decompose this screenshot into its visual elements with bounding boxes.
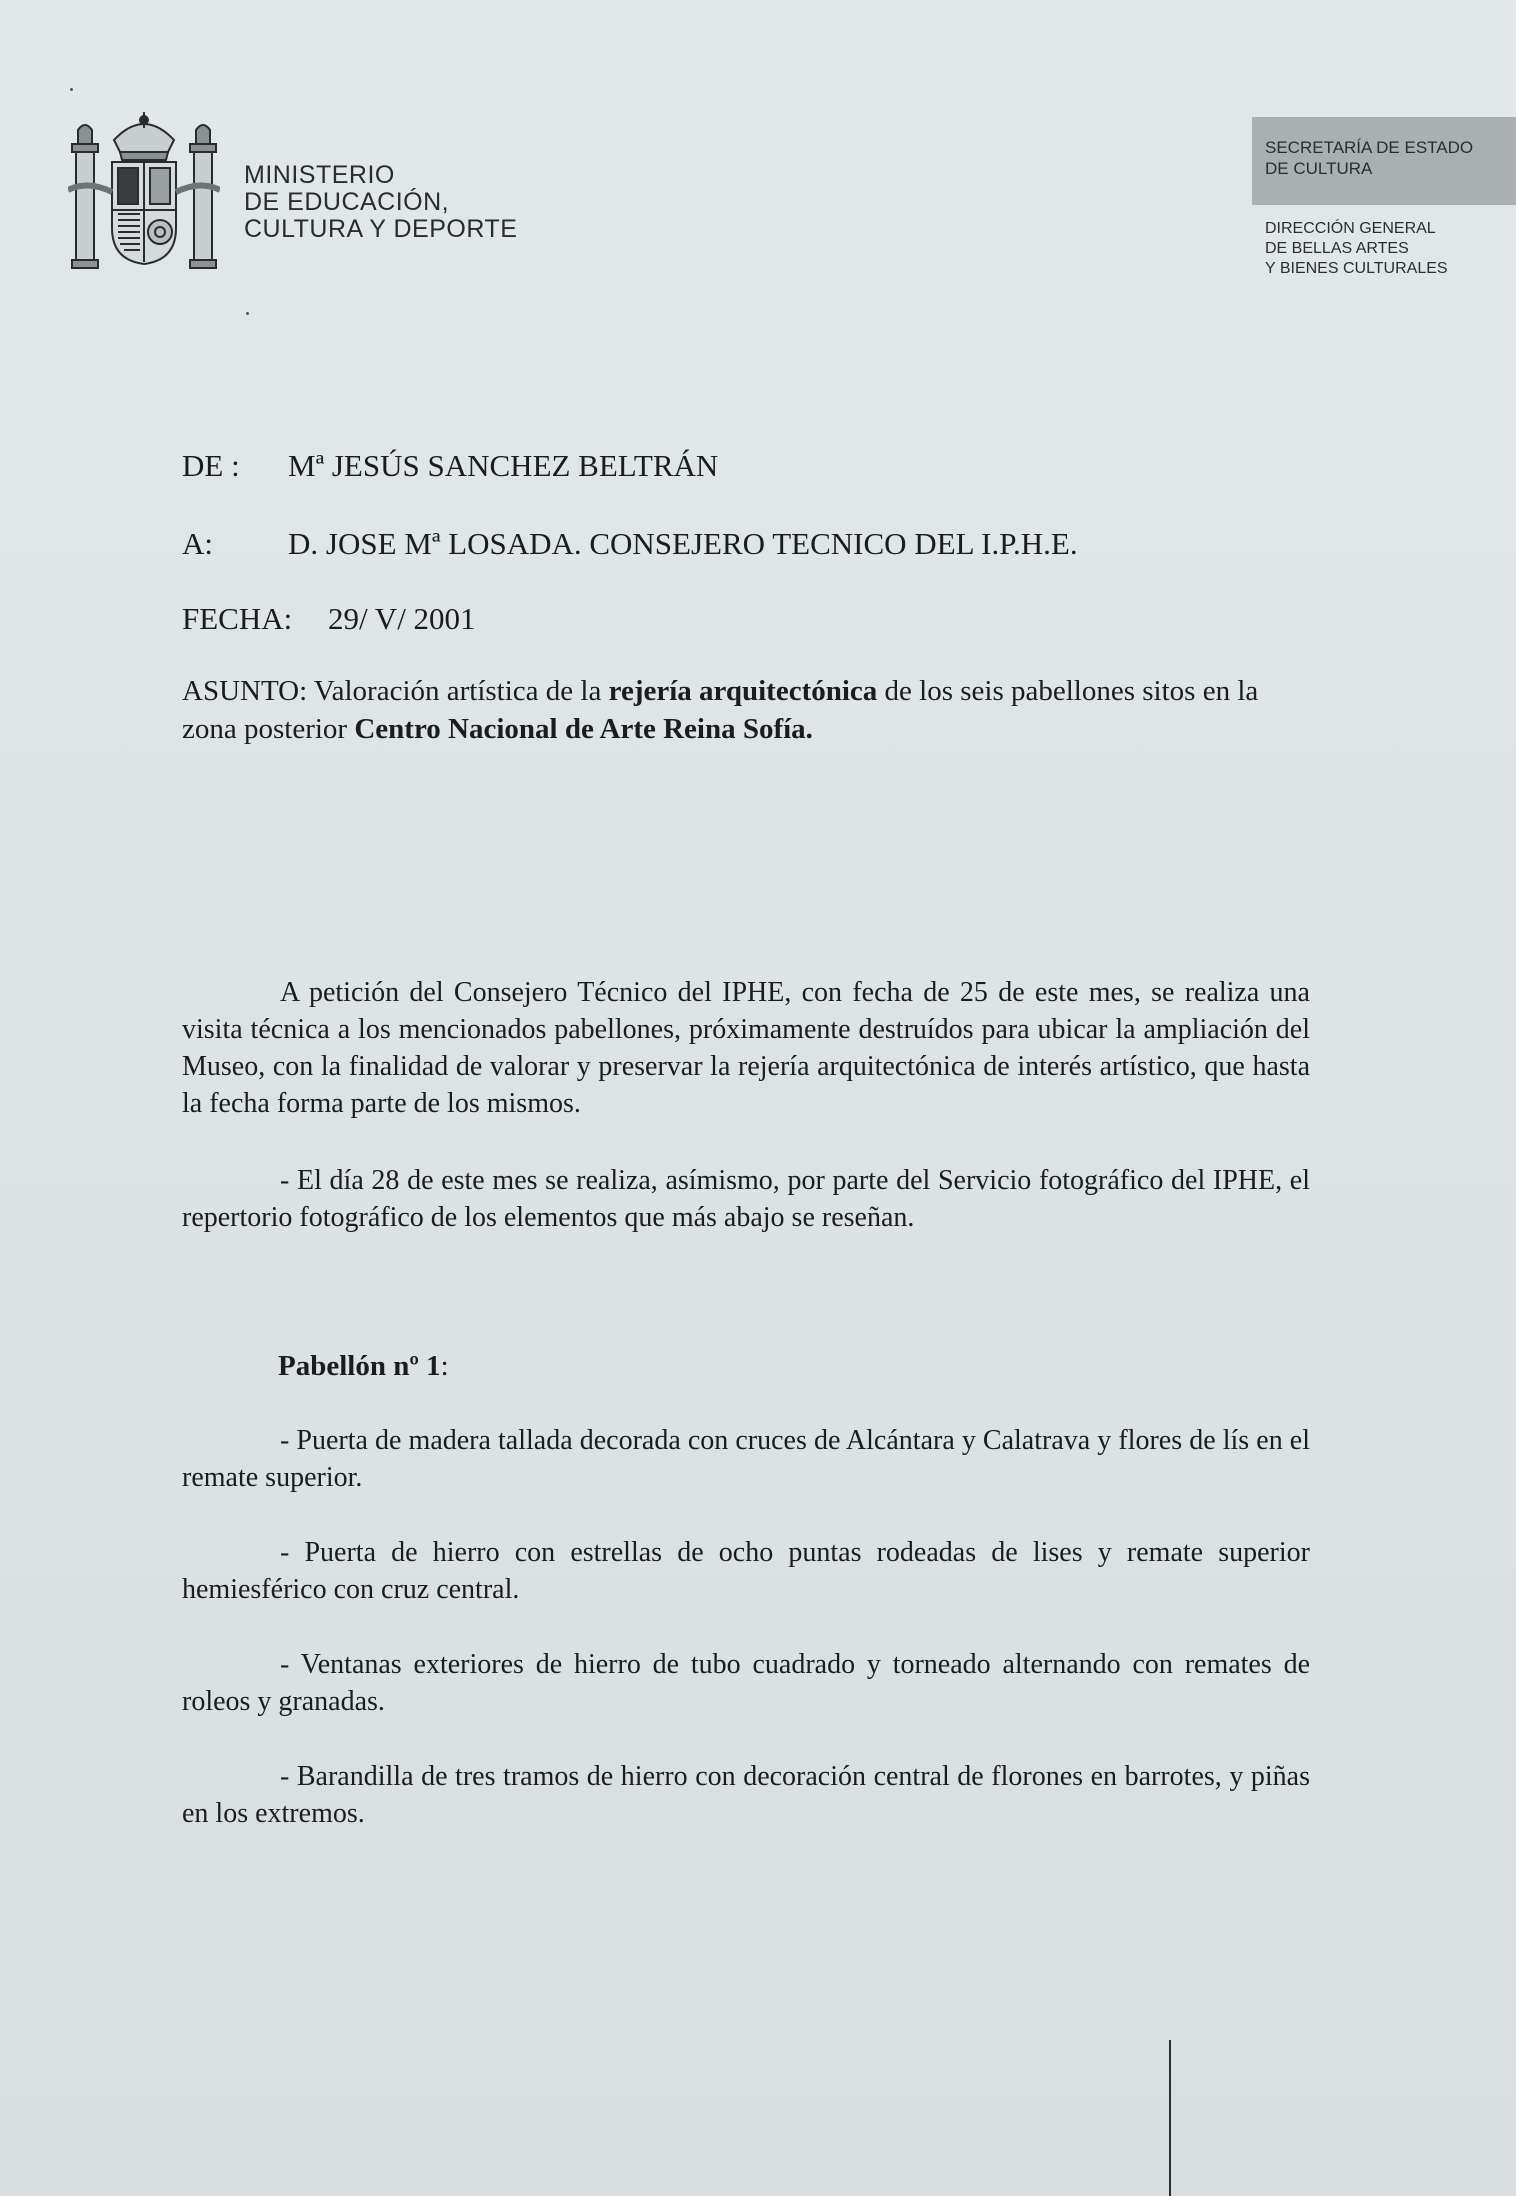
a-label: A: xyxy=(182,526,213,561)
ministry-name xyxy=(244,162,517,243)
asunto-bold-2: Centro Nacional de Arte Reina Sofía. xyxy=(354,713,813,745)
secretaria-line-1: SECRETARÍA DE ESTADO xyxy=(1265,138,1474,157)
direccion-line-2: DE BELLAS ARTES xyxy=(1265,240,1409,257)
asunto-label: ASUNTO: xyxy=(182,675,308,707)
section-heading xyxy=(278,1350,449,1383)
speck xyxy=(70,88,73,91)
a-value: D. JOSE Mª LOSADA. CONSEJERO TECNICO DEL I.P.H.E. xyxy=(288,526,1078,561)
list-item: - Barandilla de tres tramos de hierro con decoración central de florones en barrotes, y piñas en los extremos. xyxy=(182,1761,1310,1829)
list-item: - Puerta de hierro con estrellas de ocho puntas rodeadas de lises y remate superior hemiesférico con cruz central. xyxy=(182,1537,1310,1605)
secretaria-label xyxy=(1265,137,1473,179)
vertical-line xyxy=(1169,2040,1171,2196)
list-item: - Puerta de madera tallada decorada con cruces de Alcántara y Calatrava y flores de lís en el remate superior. xyxy=(182,1425,1310,1493)
coat-of-arms-icon xyxy=(68,110,220,270)
secretaria-line-2: DE CULTURA xyxy=(1265,159,1373,178)
paragraph-1-text: A petición del Consejero Técnico del IPHE, con fecha de 25 de este mes, se realiza una visita técnica a los mencionados pabellones, próximamente destruídos para ubicar la ampliación del Museo, con la finalidad de valorar y preservar la rejería arquitectónica de interés artístico, que hasta la fecha forma parte de los mismos. xyxy=(182,977,1310,1119)
ministry-line-3: CULTURA Y DEPORTE xyxy=(244,215,518,243)
asunto-block xyxy=(182,672,1312,748)
direccion-label xyxy=(1265,219,1448,279)
asunto-text-1: Valoración artística de la xyxy=(307,675,609,707)
direccion-line-1: DIRECCIÓN GENERAL xyxy=(1265,220,1436,237)
section-heading-colon: : xyxy=(440,1350,449,1382)
fecha-value: 29/ V/ 2001 xyxy=(328,601,476,636)
paragraph-2 xyxy=(182,1162,1310,1236)
item-list xyxy=(182,1422,1310,1870)
list-item: - Ventanas exteriores de hierro de tubo cuadrado y torneado alternando con remates de roleos y granadas. xyxy=(182,1649,1310,1717)
fecha-label: FECHA: xyxy=(182,601,293,636)
de-value: Mª JESÚS SANCHEZ BELTRÁN xyxy=(288,448,719,483)
asunto-bold-1: rejería arquitectónica xyxy=(608,675,878,707)
asunto-text-2: de los seis pabellones sitos en la zona posterior xyxy=(182,675,1259,745)
section-heading-bold: Pabellón nº 1 xyxy=(278,1350,441,1382)
direccion-line-3: Y BIENES CULTURALES xyxy=(1265,260,1448,277)
de-label: DE : xyxy=(182,448,240,483)
paragraph-1 xyxy=(182,974,1310,1122)
ministry-line-2: DE EDUCACIÓN, xyxy=(244,188,450,216)
paragraph-2-text: - El día 28 de este mes se realiza, asímismo, por parte del Servicio fotográfico del IPHE, el repertorio fotográfico de los elementos que más abajo se reseñan. xyxy=(182,1165,1310,1233)
ministry-line-1: MINISTERIO xyxy=(244,161,395,189)
speck xyxy=(246,312,249,315)
